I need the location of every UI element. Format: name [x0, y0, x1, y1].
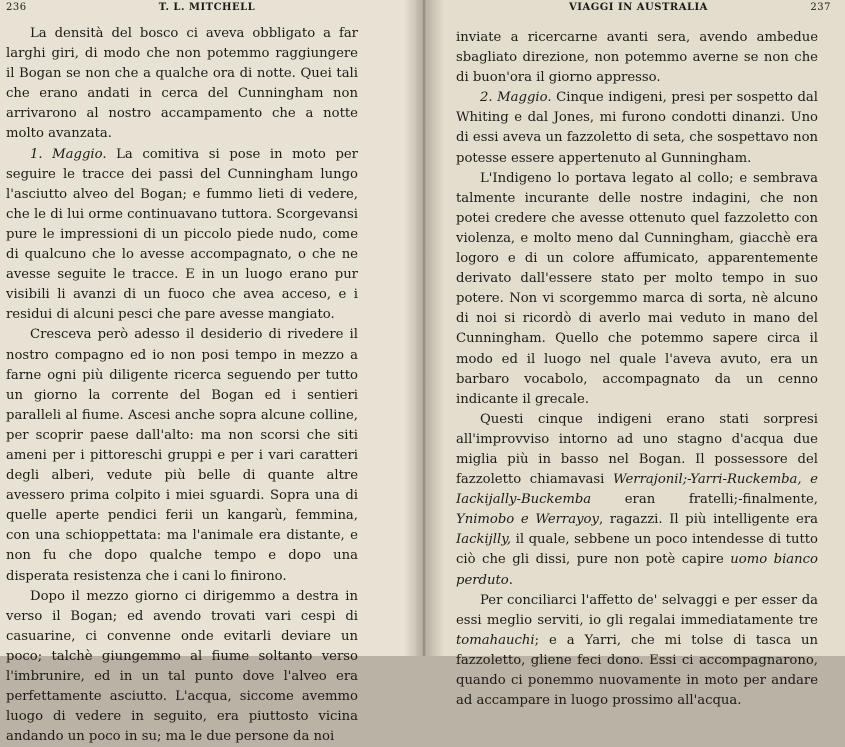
left-body-text	[6, 24, 358, 747]
right-body-text	[456, 28, 818, 711]
left-running-head	[6, 2, 408, 18]
paragraph: Cresceva però adesso il desiderio di rivedere il nostro compagno ed io non posi tempo in mezzo a farne ogni più diligente ricerca seguendo per tutto un giorno la corrente del Bogan ed i sentieri paralleli al fiume. Ascesi anche sopra alcune colline, per scoprir paese dall'alto: ma non scorsi che siti ameni per i pittoreschi gruppi e per i vari caratteri degli alberi, vedute più belle di quante altre avessero prima colpito i miei sguardi. Sopra una di quelle aperte pendici ferii un kangarù, femmina, con una schioppettata: ma l'animale era distante, e non fu che dopo qualche tempo e dopo una disperata resistenza che i cani lo finirono.	[6, 327, 358, 584]
paragraph: 2. Maggio. Cinque indigeni, presi per sospetto dal Whiting e dal Jones, mi furono condotti dinanzi. Uno di essi aveva un fazzoletto di seta, che sospettavo non potesse essere appertenuto al Gunningham.	[456, 90, 818, 166]
paragraph: Dopo il mezzo giorno ci dirigemmo a destra in verso il Bogan; ed avendo trovati vari cespi di casuarine, ci convenne onde evitarli deviare un poco; talchè giungemmo al fiume soltanto verso l'imbrunire, ed in un tal punto dove l'alveo era perfettamente asciutto. L'acqua, siccome avemmo luogo di vedere in seguito, era piuttosto vicina andando un poco in su; ma le due persone da noi	[6, 588, 358, 745]
paragraph: 1. Maggio. La comitiva si pose in moto per seguire le tracce dei passi del Cunningham lungo l'asciutto alveo del Bogan; e fummo lieti di vedere, che le di lui orme continuavano tuttora. Scorgevansi pure le impressioni di un piccolo piede nudo, come di qualcuno che lo avesse accompagnato, o che ne avesse seguite le tracce. E in un luogo erano pur visibili li avanzi di un fuoco che avea acceso, e i residui di alcuni pesci che pare avesse mangiato.	[6, 146, 358, 323]
right-page	[416, 0, 845, 709]
paragraph: Questi cinque indigeni erano stati sorpresi all'improvviso intorno ad uno stagno d'acqua due miglia più in basso nel Bogan. Il possessore del fazzoletto chiamavasi Werrajonil;-Yarri-Ruckemba, e Iackijally-Buckemba eran fratelli;-finalmente, Ynimobo e Werrayoy, ragazzi. Il più intelligente era Iackijlly, il quale, sebbene un poco intendesse di tutto ciò che gli dissi, pure non potè capire uomo bianco perduto.	[456, 411, 818, 588]
right-running-head	[446, 2, 831, 18]
right-page-number: 237	[810, 2, 831, 13]
left-running-title: T. L. MITCHELL	[158, 2, 256, 13]
paragraph: La densità del bosco ci aveva obbligato a far larghi giri, di modo che non potemmo raggiungere il Bogan se non che a qualche ora di notte. Quei tali che erano andati in cerca del Cunningham non arrivarono al nostro accampamento che a notte molto avanzata.	[6, 26, 358, 142]
right-running-title: VIAGGI IN AUSTRALIA	[569, 2, 708, 13]
left-page-number: 236	[6, 2, 27, 13]
left-page	[0, 0, 416, 745]
paragraph: inviate a ricercarne avanti sera, avendo ambedue sbagliato direzione, non potemmo averne se non che di buon'ora il giorno appresso.	[456, 30, 818, 86]
paragraph: L'Indigeno lo portava legato al collo; e sembrava talmente incurante delle nostre indagini, che non potei credere che avesse ottenuto quel fazzoletto con violenza, e molto meno dal Cunningham, giacchè era logoro e di un colore affumicato, apparentemente derivato dall'essere stato per molto tempo in suo potere. Non vi scorgemmo marca di sorta, nè alcuno di noi si ricordò di averlo mai veduto in mano del Cunningham. Quello che potemmo sapere circa il modo ed il luogo nel quale l'aveva avuto, era un barbaro vocabolo, accompagnato da un cenno indicante il grecale.	[456, 170, 818, 407]
paragraph: Per conciliarci l'affetto de' selvaggi e per esser da essi meglio serviti, io gli regalai immediatamente tre tomahauchi; e a Yarri, che mi tolse di tasca un fazzoletto, gliene feci dono. Essi ci accompagnarono, quando ci ponemmo nuovamente in moto per andare ad accampare in luogo prossimo all'acqua.	[456, 592, 818, 709]
